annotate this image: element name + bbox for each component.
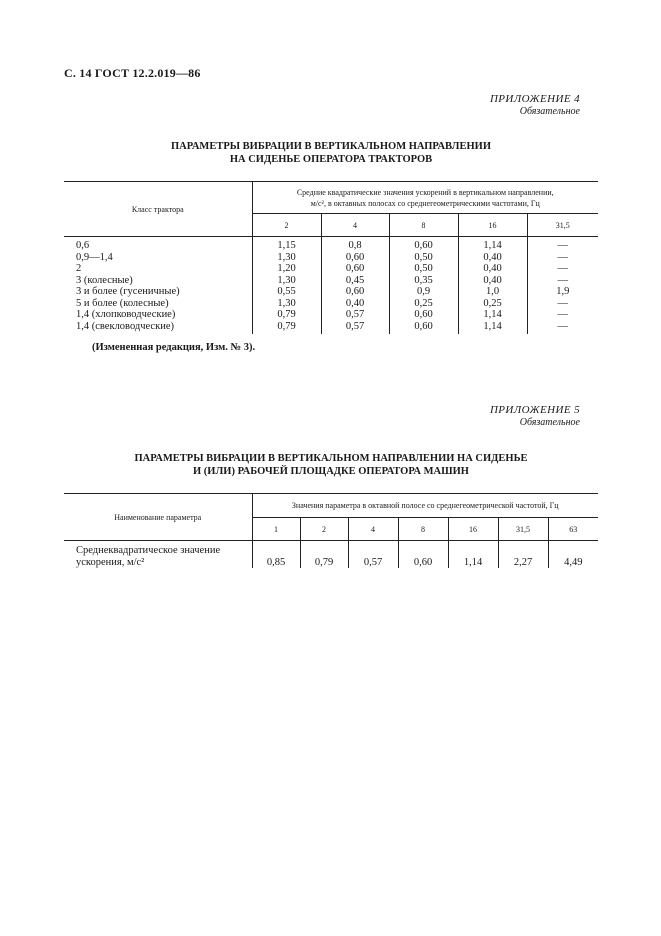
table-cell: 0,60 [389,321,458,335]
table-cell: 0,25 [458,298,527,310]
table-cell: 4,49 [564,556,583,568]
table-cell: — [557,309,568,320]
row-label [64,541,252,569]
table-cell: 0,60 [389,237,458,252]
table-row [64,275,598,287]
table-cell: 1,30 [252,252,321,264]
table-row [64,237,598,252]
table-cell: 0,35 [389,275,458,287]
table2-band-header: 63 [548,518,598,541]
table1-group-header-line1: Средние квадратические значения ускорений в вертикальном направлении, [296,187,554,197]
table2-title [64,452,598,478]
table-cell: 1,14 [448,541,498,569]
table1-group-header [252,182,598,214]
row-label: 3 (колесные) [64,275,252,287]
row-label: 0,6 [64,237,252,252]
table-cell: — [557,240,568,251]
appendix-4-name: ПРИЛОЖЕНИЕ 4 [489,93,580,105]
table-cell: — [557,251,568,263]
table2-title-line2: И (ИЛИ) РАБОЧЕЙ ПЛОЩАДКЕ ОПЕРАТОРА МАШИН [193,466,469,477]
row-label: 5 и более (колесные) [64,298,252,310]
table2-band-header: 1 [252,518,300,541]
table-cell: 0,60 [321,286,389,298]
table-cell: 0,25 [389,298,458,310]
table-cell: 0,60 [398,541,448,569]
table-row [64,263,598,275]
table-cell: 1,30 [252,275,321,287]
table-row [64,252,598,264]
table-row [64,321,598,335]
table1-band-header: 4 [321,214,389,237]
table-cell: 0,57 [348,541,398,569]
table-cell: 0,40 [458,252,527,264]
row-label: 3 и более (гусеничные) [64,286,252,298]
table1-band-header: 2 [252,214,321,237]
table2-band-header: 2 [300,518,348,541]
table-cell: 0,57 [321,309,389,321]
table2-title-line1: ПАРАМЕТРЫ ВИБРАЦИИ В ВЕРТИКАЛЬНОМ НАПРАВЛЕНИИ НА СИДЕНЬЕ [134,453,528,464]
table1-title-line1: ПАРАМЕТРЫ ВИБРАЦИИ В ВЕРТИКАЛЬНОМ НАПРАВЛЕНИИ [171,141,491,152]
table-cell: — [557,274,568,286]
table-cell: 1,20 [252,263,321,275]
table2-group-header: Значения параметра в октавной полосе со среднегеометрической частотой, Гц [252,494,598,518]
table2-band-header: 31,5 [498,518,548,541]
table-cell: 0,79 [300,541,348,569]
table-cell: 1,14 [458,309,527,321]
table-cell: 1,15 [252,237,321,252]
table-cell: 0,50 [389,252,458,264]
table1-col1-header: Класс трактора [64,182,252,237]
table2-col1-header: Наименование параметра [64,494,252,541]
row-label: 1,4 (хлопководческие) [64,309,252,321]
table-cell: 0,9 [389,286,458,298]
table-cell: 0,45 [321,275,389,287]
table-cell: — [557,263,568,274]
table-cell: 0,85 [252,541,300,569]
table-cell: 2,27 [498,541,548,569]
table-cell: 0,60 [389,309,458,321]
table-row [64,298,598,310]
table1-title [64,140,598,166]
table1-band-header: 31,5 [527,214,598,237]
table-row [64,541,598,569]
table1-group-header-line2: м/с², в октавных полосах со среднегеометрическими частотами, Гц [310,198,540,208]
table1-band-header: 8 [389,214,458,237]
table-cell: 0,8 [321,237,389,252]
table-cell: 1,9 [556,286,570,297]
table-cell: 1,14 [458,321,527,335]
table-row [64,286,598,298]
table-cell: 0,60 [321,252,389,264]
row-label: 1,4 (свекловодческие) [64,321,252,335]
table-cell: 0,40 [458,263,527,275]
page-header: С. 14 ГОСТ 12.2.019—86 [64,66,201,80]
table-cell: 0,40 [321,298,389,310]
table-row [64,309,598,321]
table2-band-header: 4 [348,518,398,541]
table-cell: 1,14 [458,237,527,252]
table-cell: 0,79 [252,309,321,321]
appendix-4-note: Обязательное [519,106,580,117]
appendix-5-note: Обязательное [519,417,580,428]
appendix-5-name: ПРИЛОЖЕНИЕ 5 [489,404,580,416]
table1 [64,181,598,334]
appendix-5-label [490,404,580,428]
table-cell: — [557,320,568,332]
table-cell: 0,40 [458,275,527,287]
row-label-line2: ускорения, м/с² [76,556,145,568]
table-cell: 0,55 [252,286,321,298]
table-cell: 0,79 [252,321,321,335]
table-cell: 1,30 [252,298,321,310]
table-cell: 0,50 [389,263,458,275]
table-cell: — [557,297,568,309]
table2-band-header: 8 [398,518,448,541]
amendment-note: (Измененная редакция, Изм. № 3). [92,342,256,353]
table-cell: 1,0 [458,286,527,298]
table-cell: 0,57 [321,321,389,335]
table-cell: 0,60 [321,263,389,275]
table1-band-header: 16 [458,214,527,237]
table2 [64,493,598,568]
appendix-4-label [490,93,580,117]
row-label: 0,9—1,4 [64,252,252,264]
row-label-line1: Среднеквадратическое значение [76,545,221,556]
row-label: 2 [64,263,252,275]
table2-band-header: 16 [448,518,498,541]
table1-title-line2: НА СИДЕНЬЕ ОПЕРАТОРА ТРАКТОРОВ [229,154,433,165]
